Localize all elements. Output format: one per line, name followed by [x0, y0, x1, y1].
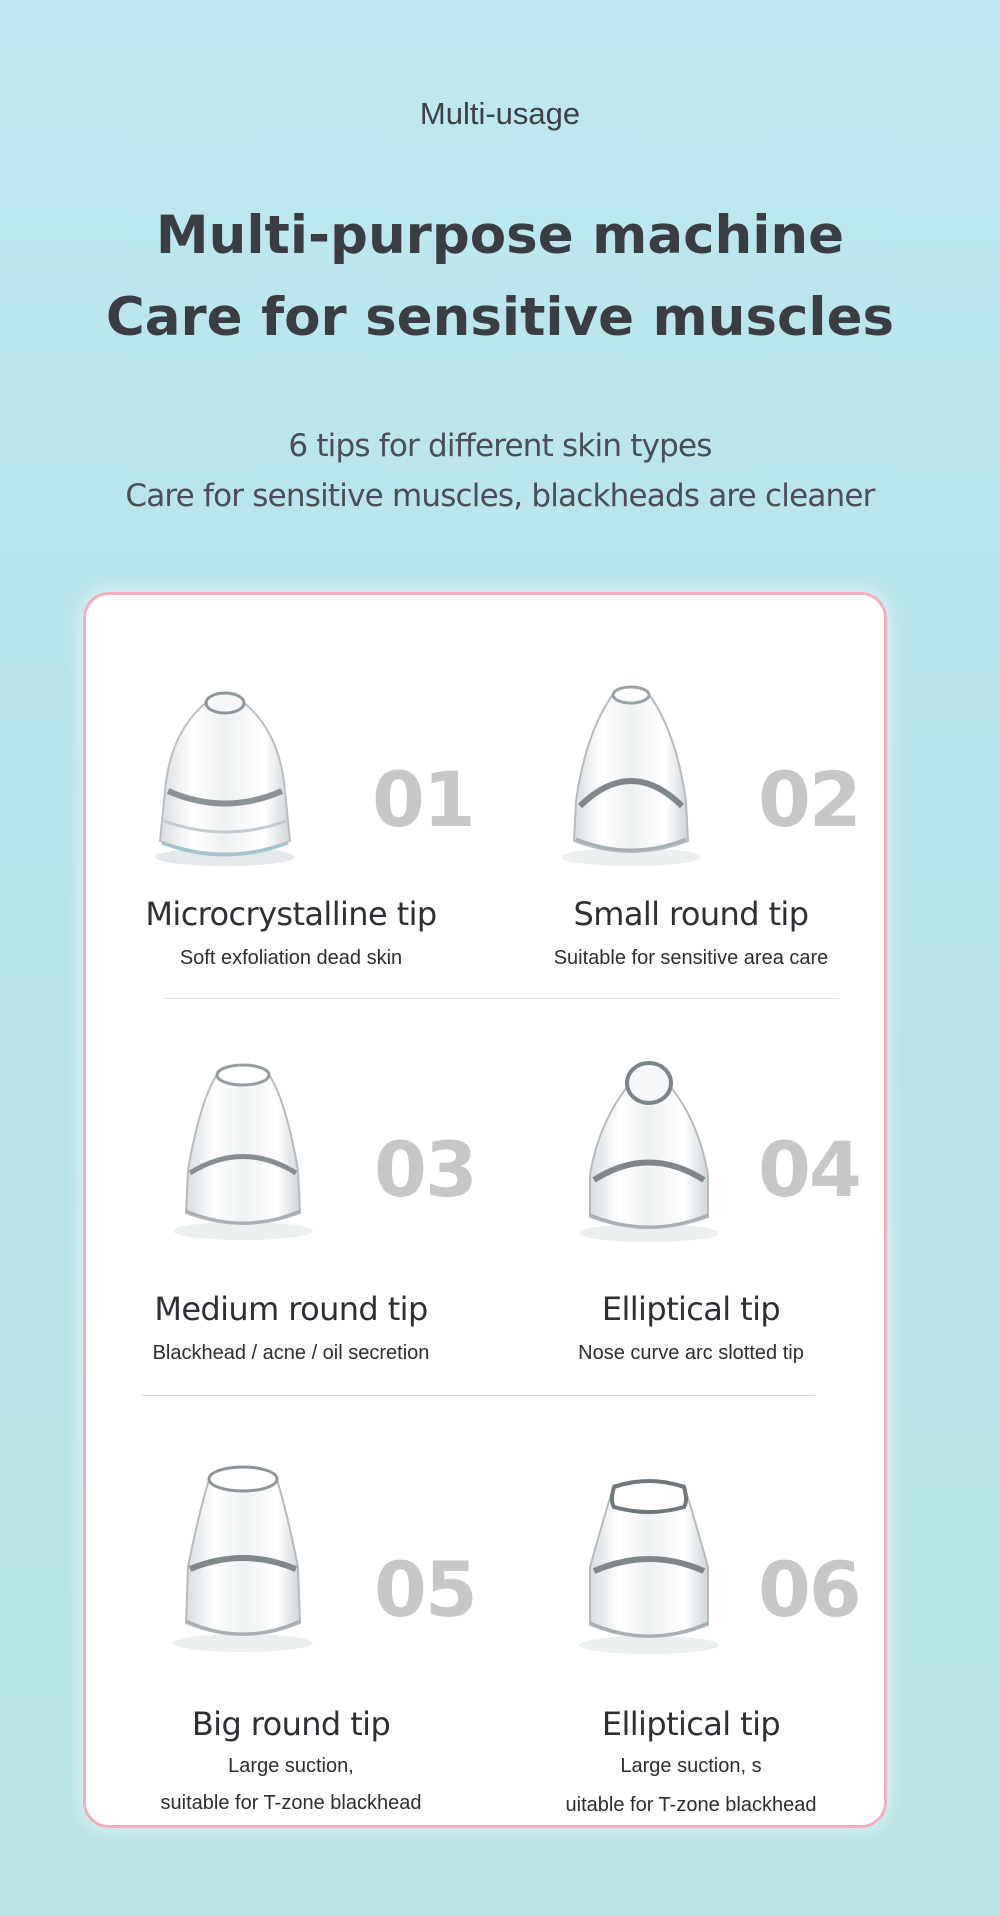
subheading-line-2: Care for sensitive muscles, blackheads are cleaner — [125, 478, 875, 514]
headline-line-1: Multi-purpose machine — [155, 205, 845, 266]
tip-number-05: 05 — [374, 1545, 476, 1634]
tips-card — [83, 592, 887, 1828]
elliptical-tip-icon — [554, 1045, 744, 1245]
medium-round-tip-icon — [148, 1045, 338, 1245]
tip-desc-05-line-1: Large suction, — [228, 1755, 354, 1777]
row-divider — [164, 998, 838, 999]
tip-name-01: Microcrystalline tip — [145, 895, 437, 933]
tip-name-02: Small round tip — [573, 895, 809, 933]
tip-number-06: 06 — [758, 1545, 860, 1634]
big-round-tip-icon — [148, 1457, 338, 1657]
tip-desc-05-line-2: suitable for T-zone blackhead — [160, 1792, 422, 1814]
row-divider — [141, 1395, 815, 1396]
tip-desc-01: Soft exfoliation dead skin — [179, 947, 403, 969]
tip-desc-04: Nose curve arc slotted tip — [578, 1342, 804, 1364]
subheading-line-1: 6 tips for different skin types — [288, 428, 712, 464]
small-round-tip-icon — [536, 671, 726, 871]
elliptical-wide-tip-icon — [554, 1457, 744, 1657]
tip-desc-03: Blackhead / acne / oil secretion — [152, 1342, 430, 1364]
tip-number-01: 01 — [372, 755, 474, 844]
tip-number-04: 04 — [758, 1125, 860, 1214]
tip-desc-02: Suitable for sensitive area care — [553, 947, 829, 969]
tip-desc-06-line-2: uitable for T-zone blackhead — [565, 1794, 817, 1816]
tip-number-02: 02 — [758, 755, 860, 844]
tip-name-04: Elliptical tip — [601, 1290, 781, 1328]
microcrystalline-tip-icon — [130, 671, 320, 871]
tip-name-03: Medium round tip — [154, 1290, 428, 1328]
headline-line-2: Care for sensitive muscles — [105, 287, 895, 348]
tip-name-06: Elliptical tip — [601, 1705, 781, 1743]
tip-desc-06-line-1: Large suction, s — [620, 1755, 762, 1777]
eyebrow-label: Multi-usage — [419, 96, 581, 131]
tip-name-05: Big round tip — [191, 1705, 391, 1743]
tip-number-03: 03 — [374, 1125, 476, 1214]
